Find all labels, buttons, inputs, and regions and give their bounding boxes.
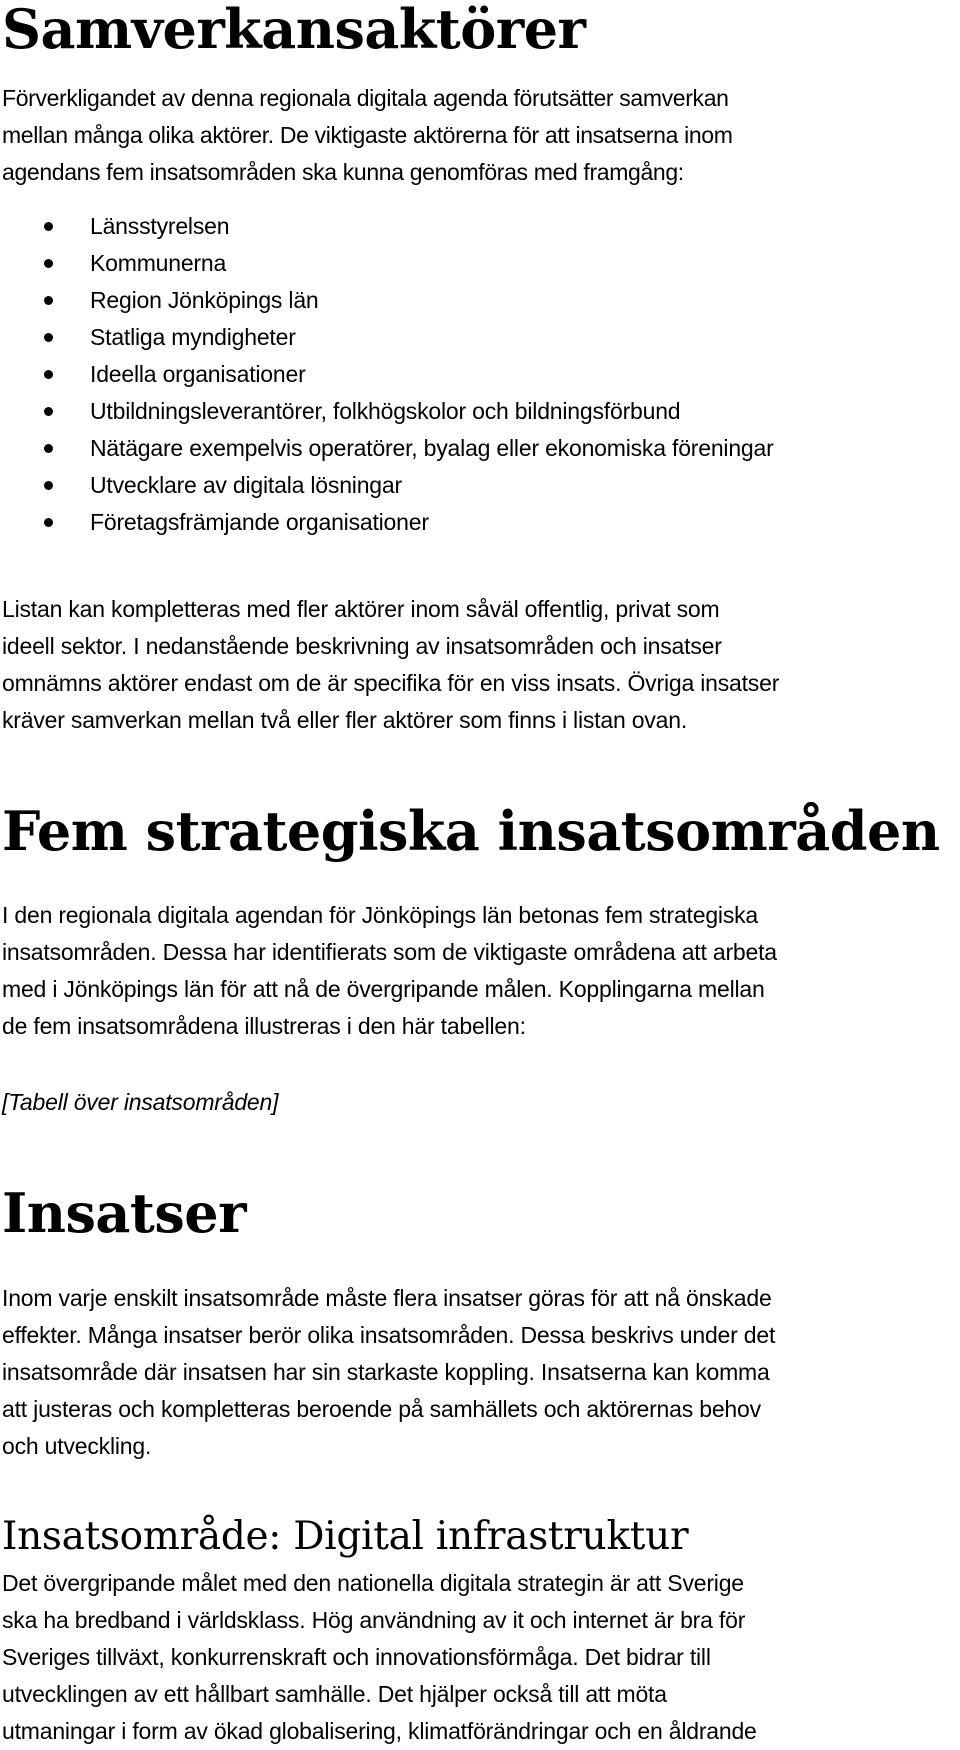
bullet-icon: [44, 481, 53, 490]
text-line: insatsområde där insatsen har sin starkaste koppling. Insatserna kan komma: [2, 1359, 770, 1385]
table-placeholder: [Tabell över insatsområden]: [2, 1089, 279, 1115]
text-line: insatsområden. Dessa har identifierats som de viktigaste områdena att arbeta: [2, 939, 777, 965]
list-item: [0, 356, 774, 393]
bullet-icon: [44, 333, 53, 342]
list-item-label: Utvecklare av digitala lösningar: [90, 472, 402, 498]
list-item-label: Nätägare exempelvis operatörer, byalag eller ekonomiska föreningar: [90, 435, 774, 461]
text-line: och utveckling.: [2, 1433, 152, 1459]
list-item-label: Statliga myndigheter: [90, 324, 296, 350]
bullet-icon: [44, 518, 53, 527]
text-line: effekter. Många insatser berör olika insatsområden. Dessa beskrivs under det: [2, 1322, 776, 1348]
text-line: ideell sektor. I nedanstående beskrivning av insatsområden och insatser: [2, 633, 722, 659]
heading-samverkansaktorer: Samverkansaktörer: [2, 0, 586, 61]
text-line: de fem insatsområdena illustreras i den här tabellen:: [2, 1013, 526, 1039]
text-line: omnämns aktörer endast om de är specifika för en viss insats. Övriga insatser: [2, 670, 780, 696]
text-line: att justeras och kompletteras beroende på samhällets och aktörernas behov: [2, 1396, 761, 1422]
bullet-icon: [44, 259, 53, 268]
heading-digital-infrastruktur: Insatsområde: Digital infrastruktur: [2, 1514, 689, 1559]
insatsomraden-paragraph: [2, 897, 954, 1045]
list-item: [0, 393, 774, 430]
list-item: [0, 430, 774, 467]
digital-infrastruktur-paragraph: [2, 1565, 954, 1750]
bullet-icon: [44, 222, 53, 231]
heading-fem-strategiska-insatsomraden: Fem strategiska insatsområden: [2, 799, 940, 863]
list-item-label: Företagsfrämjande organisationer: [90, 509, 429, 535]
list-item: [0, 245, 774, 282]
heading-insatser: Insatser: [2, 1181, 247, 1245]
text-line: I den regionala digitala agendan för Jönköpings län betonas fem strategiska: [2, 902, 759, 928]
text-line: Förverkligandet av denna regionala digitala agenda förutsätter samverkan: [2, 85, 729, 111]
intro-paragraph: [2, 80, 954, 191]
list-item-label: Länsstyrelsen: [90, 213, 230, 239]
list-item-label: Utbildningsleverantörer, folkhögskolor och bildningsförbund: [90, 398, 681, 424]
text-line: ska ha bredband i världsklass. Hög användning av it och internet är bra för: [2, 1607, 746, 1633]
text-line: utmaningar i form av ökad globalisering, klimatförändringar och en åldrande: [2, 1718, 757, 1744]
text-line: agendans fem insatsområden ska kunna genomföras med framgång:: [2, 159, 684, 185]
list-item: [0, 467, 774, 504]
list-item: [0, 208, 774, 245]
text-line: med i Jönköpings län för att nå de övergripande målen. Kopplingarna mellan: [2, 976, 765, 1002]
list-item: [0, 504, 774, 541]
outro-paragraph: [2, 591, 954, 739]
list-item-label: Kommunerna: [90, 250, 227, 276]
list-item: [0, 319, 774, 356]
insatser-paragraph: [2, 1280, 954, 1465]
list-item-label: Region Jönköpings län: [90, 287, 319, 313]
text-line: mellan många olika aktörer. De viktigaste aktörerna för att insatserna inom: [2, 122, 733, 148]
text-line: Det övergripande målet med den nationella digitala strategin är att Sverige: [2, 1570, 744, 1596]
text-line: kräver samverkan mellan två eller fler aktörer som finns i listan ovan.: [2, 707, 688, 733]
bullet-icon: [44, 444, 53, 453]
list-item-label: Ideella organisationer: [90, 361, 306, 387]
bullet-icon: [44, 296, 53, 305]
text-line: Listan kan kompletteras med fler aktörer inom såväl offentlig, privat som: [2, 596, 720, 622]
text-line: Inom varje enskilt insatsområde måste flera insatser göras för att nå önskade: [2, 1285, 772, 1311]
text-line: utvecklingen av ett hållbart samhälle. Det hjälper också till att möta: [2, 1681, 667, 1707]
actors-list: [0, 208, 774, 541]
bullet-icon: [44, 370, 53, 379]
list-item: [0, 282, 774, 319]
text-line: Sveriges tillväxt, konkurrenskraft och innovationsförmåga. Det bidrar till: [2, 1644, 711, 1670]
bullet-icon: [44, 407, 53, 416]
